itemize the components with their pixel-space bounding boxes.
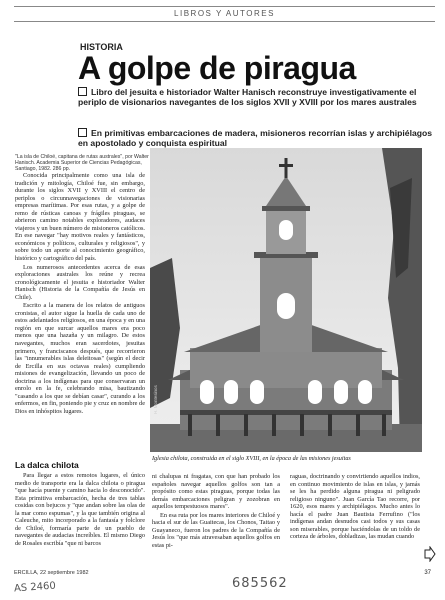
page-footer: ERCILLA, 22 septiembre 1982 <box>14 570 89 576</box>
body-paragraph: Conocida principalmente como una isla de tradición y mitología, Chiloé fue, sin embargo, durante los siglos XVII y XVIII el centro de periplos o circunnavegaciones de visionarias empresas marítimas. Por esas rutas, y a golpe de remo de rústicas canoas y frágiles piraguas, se abrieron camino notables exploradores, audaces viajeros y un buen número de misioneros católicos. En ese navegar "hay motivos reales y fantásticos, económicos y políticos, culturales y religiosos", y sobre todo un aporte al conocimiento geográfico, histórico y cartográfico del país. <box>15 172 145 263</box>
dek-paragraph <box>78 87 433 107</box>
church-photo <box>150 148 422 452</box>
column-3 <box>290 473 420 542</box>
church-illustration <box>150 148 422 452</box>
dek-paragraph <box>78 128 433 148</box>
square-bullet-icon <box>78 87 87 96</box>
body-paragraph: Escrito a la manera de los relatos de antiguos cronistas, el autor sigue la huella de cada uno de estos adelantados religiosos, en una época y en una región en que surcar aquellos mares era poco menos que una hazaña y un milagro. De estos navegantes, muchos eran sacerdotes, jesuitas primero, y franciscanos después, que recorrieron las "innumerables islas deleitosas" (según el decir de Ercilla en sus octavas reales) cumpliendo misiones de evangelización, llevando un poco de doctrina a los indígenas para que conservaran un enrolo en la fe, celebrando misa, bautizando "casando a los que se debían casar", curando a los enfermos, en fin, poniendo pie y cruz en nombre de Dios en inhóspitos lugares. <box>15 302 145 415</box>
article-headline: A golpe de piragua <box>78 50 356 86</box>
photo-credit: H. Montesinos <box>153 385 158 414</box>
column-2 <box>152 473 280 550</box>
continue-arrow-icon <box>424 546 436 562</box>
page-number: 37 <box>424 570 431 576</box>
body-paragraph: Los numerosos antecedentes acerca de esas exploraciones australes los reúne y recrea cronológicamente el jesuita e historiador Walter Hanisch (Historia de la Compañía de Jesús en Chile). <box>15 263 145 301</box>
handwritten-stamp: AS 2460 <box>13 580 57 595</box>
column-1-continued <box>15 472 145 548</box>
column-1 <box>15 172 145 417</box>
body-paragraph: Para llegar a estos remotos lugares, el único medio de transporte era la dalca chilota o piragua "que hacía puente y camino hacia lo desconocido". Esta primitiva embarcación, hecha de tres tablas cosidas con bejucos y "que andan sobre las olas de la mar como espumas", y la que también origina al Caleuche, mito incorporado a la fantasía y folclore de Chiloé, formaría parte de un pueblo de navegantes de audacias increíbles. El mismo Diego de Rosales escribía "que ni barcos <box>15 472 145 547</box>
square-bullet-icon <box>78 128 87 137</box>
dek-text: En primitivas embarcaciones de madera, misioneros recorrían islas y archipiélagos en apostolado y conquista espiritual <box>78 128 433 148</box>
book-reference: "La isla de Chiloé, capitana de rutas australes", por Walter Hanisch. Academia Superior de Ciencias Pedagógicas, Santiago, 1982. 286 pp. <box>15 154 149 172</box>
body-paragraph: En esa ruta por los mares interiores de Chiloé y hacia el sur de las Guaitecas, los Chonos, Taitao y Guayaneco, fueron los padres de la Compañía de Jesús los "que más atravesaban aquellos golfos en estas pi- <box>152 511 280 549</box>
section-subhead: La dalca chilota <box>15 460 79 470</box>
body-paragraph: ni chalupas ni fragatas, con que han probado los españoles navegar aquellos golfos son tan a propósito como estas piraguas, porque todas las demás embarcaciones peligran y zozobran en aquellos tempestuosos mares". <box>152 473 280 511</box>
handwritten-number: 685562 <box>232 576 288 591</box>
body-paragraph: raguas, doctrinando y convirtiendo aquellos indios, en continuo movimiento de islas en islas, y jamás se les ha perdido alguna piragua ni peligrado religioso ninguno". Juan García Tao recorre, por 1620, esos mares y archipiélagos. Mucho antes lo hacía el padre Juan Bautista Ferrufino ("los indígenas andan desnudos casi todos y sus casas son miserables, porque haciéndolas de un toldo de corteza de árboles, dobladizas, las mudan cuando <box>290 473 420 541</box>
dek-text: Libro del jesuita e historiador Walter Hanisch reconstruye investigativamente el periplo de visionarios navegantes de los siglos XVII y XVIII por los mares australes <box>78 87 417 107</box>
photo-caption: Iglesia chilota, construida en el siglo XVIII, en la época de las misiones jesuitas <box>152 455 351 462</box>
section-header: LIBROS Y AUTORES <box>14 6 435 22</box>
article-kicker: HISTORIA <box>80 42 123 52</box>
